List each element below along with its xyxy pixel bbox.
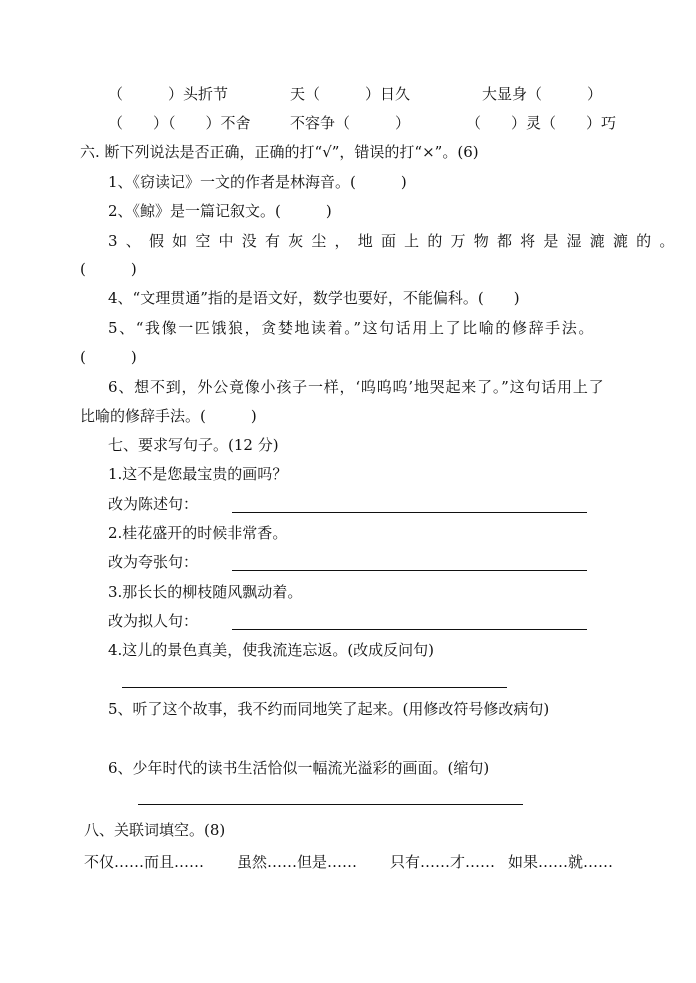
s7-q2-prompt: 改为夸张句： [108, 553, 199, 571]
s8-word-1: 不仅……而且…… [84, 853, 205, 871]
s7-q4-answer-line[interactable] [122, 687, 507, 688]
s7-q1-answer-line[interactable] [232, 512, 587, 513]
idiom-4: （ ）（ ）不舍 [108, 114, 251, 132]
s8-word-2: 虽然……但是…… [237, 853, 358, 871]
s8-word-4: 如果……就…… [508, 853, 614, 871]
s6-item-5: 5、“我像一匹饿狼，贪婪地读着。”这句话用上了比喻的修辞手法。 [108, 319, 595, 337]
idiom-6: （ ）灵（ ）巧 [466, 114, 617, 132]
s7-q6: 6、少年时代的读书生活恰似一幅流光溢彩的画面。(缩句) [108, 759, 490, 777]
section-7-title: 七、要求写句子。(12 分) [108, 436, 279, 454]
idiom-2: 天（ ）日久 [290, 85, 411, 103]
s6-item-3-answer: ( ) [80, 260, 137, 278]
idiom-1: （ ）头折节 [108, 85, 229, 103]
s7-q1: 1.这不是您最宝贵的画吗？ [108, 465, 288, 483]
s6-item-4: 4、“文理贯通”指的是语文好，数学也要好，不能偏科。( ) [108, 289, 520, 307]
idiom-5: 不容争（ ） [290, 114, 411, 132]
s7-q2-answer-line[interactable] [232, 570, 587, 571]
s7-q3: 3.那长长的柳枝随风飘动着。 [108, 583, 303, 601]
s6-item-1: 1、《窃读记》一文的作者是林海音。( ) [108, 173, 407, 191]
s7-q6-answer-line[interactable] [138, 804, 523, 805]
s7-q1-prompt: 改为陈述句： [108, 495, 199, 513]
s7-q3-answer-line[interactable] [232, 629, 587, 630]
section-6-title: 六. 断下列说法是否正确，正确的打“√”，错误的打“×”。(6) [80, 143, 479, 161]
s6-item-6: 6、想不到，外公竟像小孩子一样，‘呜呜呜’地哭起来了。”这句话用上了 [108, 378, 605, 396]
s8-word-3: 只有……才…… [390, 853, 496, 871]
s7-q2: 2.桂花盛开的时候非常香。 [108, 524, 288, 542]
s6-item-2: 2、《鲸》是一篇记叙文。( ) [108, 202, 332, 220]
s6-item-6-cont: 比喻的修辞手法。( ) [80, 407, 257, 425]
s7-q3-prompt: 改为拟人句： [108, 612, 199, 630]
idiom-3: 大显身（ ） [482, 85, 603, 103]
s6-item-3 [108, 231, 683, 251]
s7-q4: 4.这儿的景色真美，使我流连忘返。(改成反问句) [108, 641, 435, 659]
s6-item-3-text: 3、假如空中没有灰尘，地面上的万物都将是湿漉漉的。 [108, 232, 683, 250]
s7-q5: 5、听了这个故事，我不约而同地笑了起来。(用修改符号修改病句) [108, 700, 550, 718]
section-8-title: 八、关联词填空。(8) [84, 821, 226, 839]
s6-item-5-answer: ( ) [80, 348, 137, 366]
